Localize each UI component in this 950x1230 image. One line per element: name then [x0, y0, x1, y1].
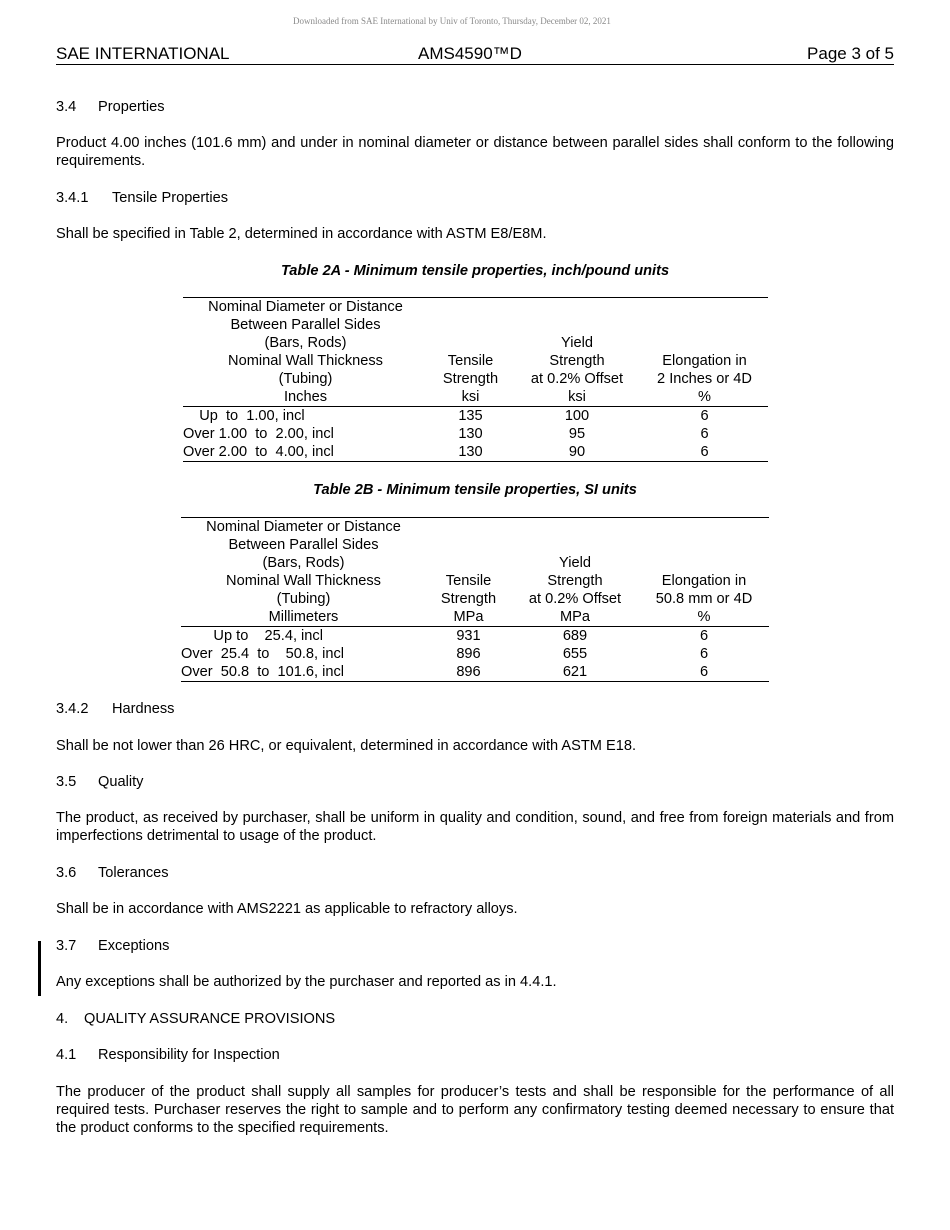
elongation-cell: 6 — [699, 628, 709, 644]
revision-change-bar — [38, 941, 41, 996]
elongation-cell: 6 — [700, 426, 709, 442]
table-row — [183, 425, 768, 443]
table-2a-header-range: Nominal Diameter or Distance Between Parallel Sides (Bars, Rods) Nominal Wall Thickness (Tubing) Inches — [208, 299, 403, 405]
range-cell: Over 2.00 to 4.00, incl — [183, 444, 334, 460]
table-row — [181, 627, 769, 646]
section-3-4-2-paragraph: Shall be not lower than 26 HRC, or equivalent, determined in accordance with ASTM E18. — [56, 738, 637, 754]
table-2b-header-yield: Yield Strength at 0.2% Offset MPa — [528, 555, 622, 625]
section-4-1-heading: 4.1 Responsibility for Inspection — [56, 1047, 280, 1063]
table-2a — [183, 297, 768, 462]
yield-cell: 95 — [568, 426, 586, 442]
header-doc-number: AMS4590™D — [418, 44, 522, 63]
table-row — [181, 663, 769, 682]
section-3-6-heading: 3.6 Tolerances — [56, 865, 169, 881]
section-3-7-paragraph: Any exceptions shall be authorized by the purchaser and reported as in 4.4.1. — [56, 974, 557, 990]
range-cell: Up to 1.00, incl — [183, 408, 305, 424]
yield-cell: 90 — [568, 444, 586, 460]
elongation-cell: 6 — [700, 408, 709, 424]
download-watermark: Downloaded from SAE International by Univ of Toronto, Thursday, December 02, 2021 — [293, 16, 611, 26]
tensile-cell: 130 — [458, 444, 483, 460]
tensile-cell: 896 — [456, 646, 481, 662]
yield-cell: 655 — [562, 646, 588, 662]
table-2b-header-range: Nominal Diameter or Distance Between Parallel Sides (Bars, Rods) Nominal Wall Thickness (Tubing) Millimeters — [206, 519, 401, 625]
section-3-4-1-paragraph: Shall be specified in Table 2, determined in accordance with ASTM E8/E8M. — [56, 226, 547, 242]
section-3-4-paragraph: Product 4.00 inches (101.6 mm) and under in nominal diameter or distance between parallel sides shall conform to the following requirements. — [56, 135, 894, 169]
range-cell: Over 25.4 to 50.8, incl — [181, 646, 345, 662]
yield-cell: 100 — [564, 408, 590, 424]
table-2b-header-tensile: Tensile Strength MPa — [440, 573, 497, 625]
section-3-5-paragraph: The product, as received by purchaser, shall be uniform in quality and condition, sound, and free from foreign materials and from imperfections detrimental to usage of the product. — [56, 810, 894, 844]
section-3-4-1-heading: 3.4.1 Tensile Properties — [56, 190, 228, 206]
header-org: SAE INTERNATIONAL — [56, 44, 230, 63]
range-cell: Over 1.00 to 2.00, incl — [183, 426, 334, 442]
table-row — [183, 407, 768, 426]
tensile-cell: 135 — [458, 408, 483, 424]
range-cell: Over 50.8 to 101.6, incl — [181, 664, 345, 680]
elongation-cell: 6 — [700, 444, 709, 460]
range-cell: Up to 25.4, incl — [181, 628, 323, 644]
tensile-cell: 896 — [456, 664, 481, 680]
elongation-cell: 6 — [699, 664, 709, 680]
tensile-cell: 931 — [456, 628, 481, 644]
section-3-6-paragraph: Shall be in accordance with AMS2221 as applicable to refractory alloys. — [56, 901, 518, 917]
header-page-number: Page 3 of 5 — [807, 44, 894, 63]
table-2a-header-tensile: Tensile Strength ksi — [442, 353, 499, 405]
table-2b — [181, 517, 769, 682]
section-3-5-heading: 3.5 Quality — [56, 774, 144, 790]
table-2b-caption: Table 2B - Minimum tensile properties, SI units — [313, 482, 637, 498]
yield-cell: 689 — [562, 628, 588, 644]
table-2b-header-elongation: Elongation in 50.8 mm or 4D % — [655, 573, 753, 625]
section-4-1-paragraph: The producer of the product shall supply all samples for producer’s tests and shall be responsible for the performance of all required tests. Purchaser reserves the right to sample and to perform any confirmatory testing deemed necessary to ensure that the product conforms to the specified requirements. — [56, 1084, 894, 1136]
table-2a-header-yield: Yield Strength at 0.2% Offset ksi — [530, 335, 624, 405]
section-4-heading: 4. QUALITY ASSURANCE PROVISIONS — [56, 1011, 336, 1027]
table-2a-header-elongation: Elongation in 2 Inches or 4D % — [657, 353, 752, 405]
section-3-4-2-heading: 3.4.2 Hardness — [56, 701, 175, 717]
section-3-7-heading: 3.7 Exceptions — [56, 938, 170, 954]
section-3-4-heading: 3.4 Properties — [56, 99, 165, 115]
table-row — [181, 645, 769, 663]
table-row — [183, 443, 768, 462]
page-header — [56, 44, 894, 65]
tensile-cell: 130 — [458, 426, 483, 442]
elongation-cell: 6 — [699, 646, 709, 662]
table-2a-caption: Table 2A - Minimum tensile properties, inch/pound units — [280, 263, 670, 279]
yield-cell: 621 — [562, 664, 588, 680]
